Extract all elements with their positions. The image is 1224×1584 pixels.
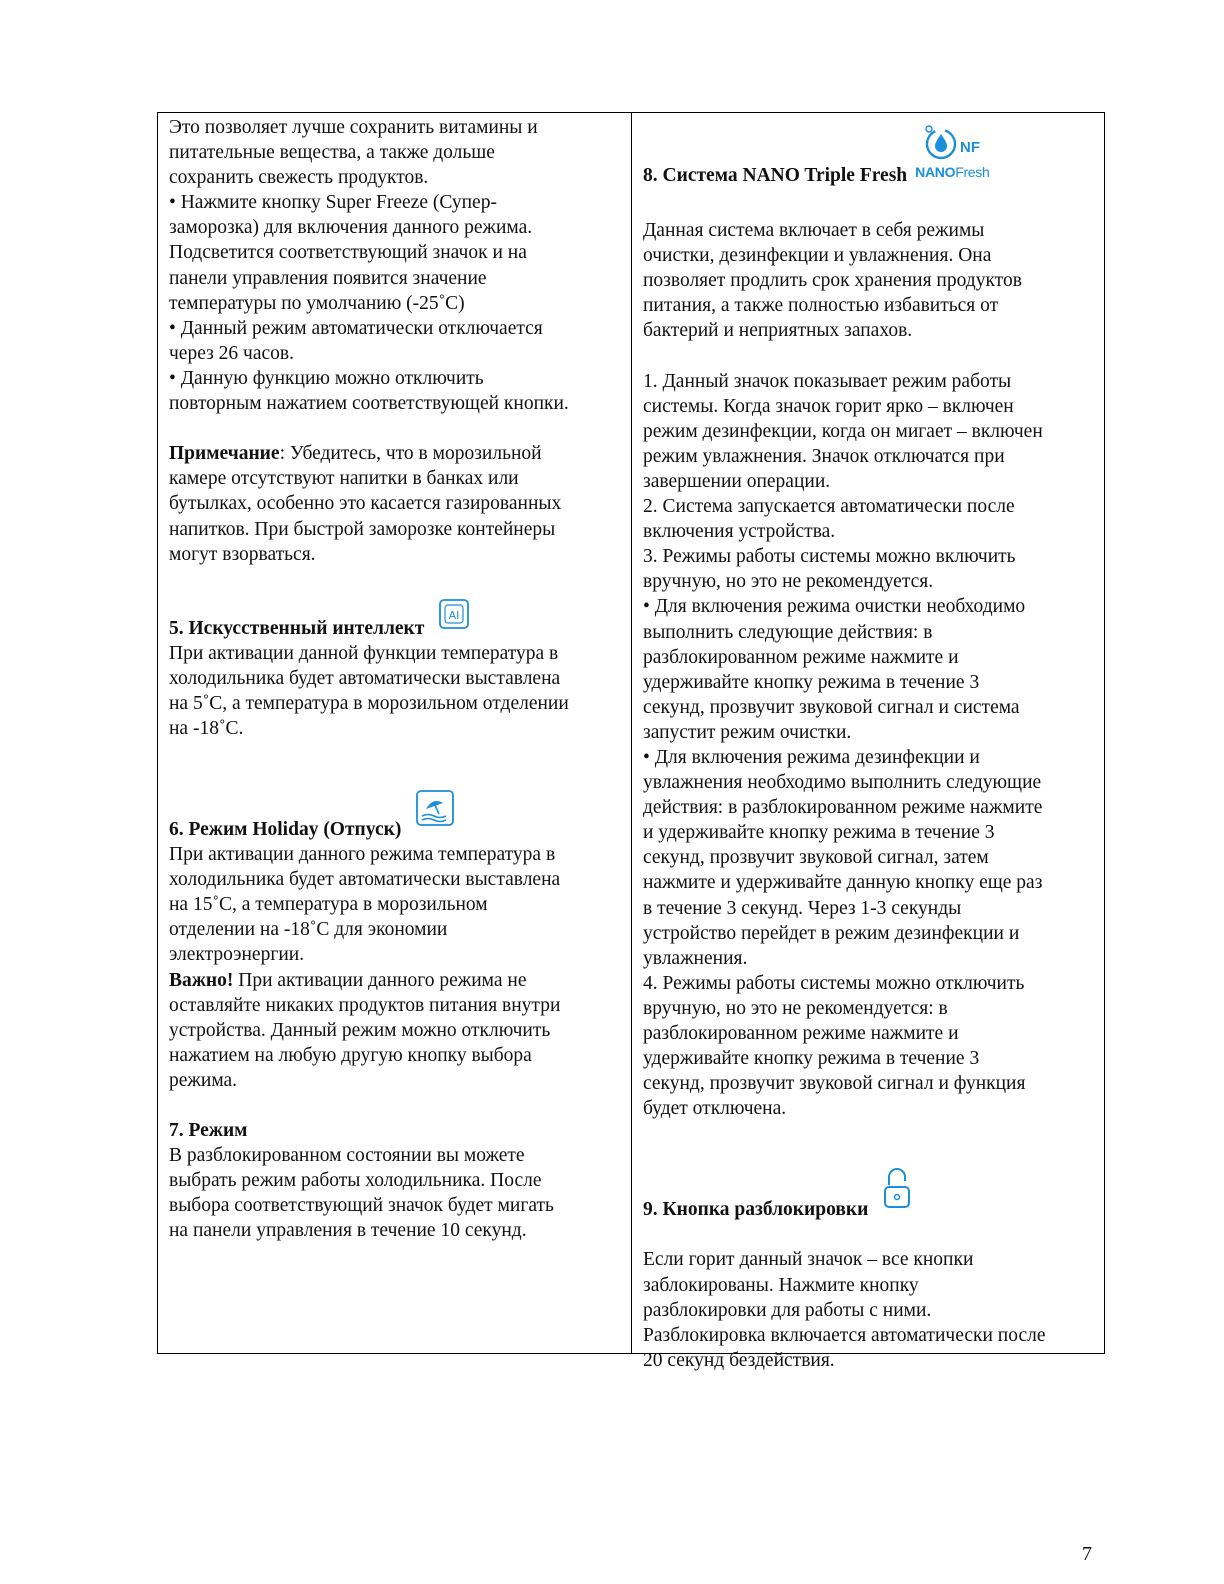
text-line: Подсветится соответствующий значок и на: [169, 242, 527, 264]
section-title: 6. Режим Holiday (Отпуск): [169, 818, 402, 840]
text-line: выбрать режим работы холодильника. После: [169, 1170, 542, 1192]
text-line: на 15˚C, а температура в морозильном: [169, 894, 488, 916]
logo-fresh: Fresh: [955, 164, 990, 180]
section-title: 5. Искусственный интеллект: [169, 617, 425, 639]
nano-instructions: [643, 369, 1096, 1122]
text-line: бактерий и неприятных запахов.: [643, 320, 913, 342]
text-line: • Для включения режима дезинфекции и: [643, 746, 980, 768]
text-line: • Данную функцию можно отключить: [169, 367, 484, 389]
text-line: заблокированы. Нажмите кнопку: [643, 1274, 919, 1296]
page-number: 7: [1082, 1543, 1092, 1565]
text-line: сохранить свежесть продуктов.: [169, 167, 429, 189]
text-line: устройство перейдет в режим дезинфекции и: [643, 922, 1020, 944]
nano-fresh-logo: [915, 122, 989, 180]
bullet-item: [169, 316, 623, 366]
text-line: холодильника будет автоматически выставлена: [169, 667, 561, 689]
text-line: [169, 968, 623, 993]
text-line: могут взорваться.: [169, 543, 316, 565]
text-line: будет отключена.: [643, 1098, 787, 1120]
content-table: [157, 112, 1105, 1371]
text-line: увлажнения необходимо выполнить следующие: [643, 772, 1042, 794]
text-line: действия: в разблокированном режиме нажмите: [643, 797, 1043, 819]
text-line: бутылках, особенно это касается газированных: [169, 493, 562, 515]
text-line: разблокировки для работы с ними.: [643, 1299, 932, 1321]
text-line: увлажнения.: [643, 947, 748, 969]
text-line: включения устройства.: [643, 521, 836, 543]
nano-heading: [643, 113, 1096, 190]
text-line: В разблокированном состоянии вы можете: [169, 1145, 525, 1167]
text-line: секунд, прозвучит звуковой сигнал, затем: [643, 847, 989, 869]
text-line: секунд, прозвучит звуковой сигнал и функция: [643, 1073, 1026, 1095]
text-line: нажмите и удерживайте данную кнопку еще раз: [643, 872, 1043, 894]
text-line: режим дезинфекции, когда он мигает – включен: [643, 420, 1043, 442]
text-line: и удерживайте кнопку режима в течение 3: [643, 822, 995, 844]
important-label: Важно!: [169, 969, 234, 991]
text-line: в течение 3 секунд. Через 1-3 секунды: [643, 897, 962, 919]
section-title: 8. Система NANO Triple Fresh: [643, 164, 908, 186]
text-line: 2. Система запускается автоматически после: [643, 496, 1015, 518]
text-line: на панели управления в течение 10 секунд.: [169, 1220, 527, 1242]
text-line: запустит режим очистки.: [643, 721, 852, 743]
text-line: 4. Режимы работы системы можно отключить: [643, 972, 1025, 994]
text-line: питания, а также полностью избавиться от: [643, 295, 999, 317]
text-line: позволяет продлить срок хранения продуктов: [643, 270, 1022, 292]
nano-triple-fresh-icon: [917, 122, 987, 164]
text-line: завершении операции.: [643, 470, 831, 492]
text-line: оставляйте никаких продуктов питания внутри: [169, 994, 561, 1016]
text-line: 3. Режимы работы системы можно включить: [643, 546, 1016, 568]
note-text: : Убедитесь, что в морозильной: [279, 443, 542, 465]
text-line: удерживайте кнопку режима в течение 3: [643, 1048, 980, 1070]
bullet-item: [169, 190, 623, 315]
text-line: Это позволяет лучше сохранить витамины и: [169, 117, 538, 138]
text-line: устройства. Данный режим можно отключить: [169, 1019, 551, 1041]
ai-mode-icon: [438, 598, 470, 635]
text-line: • Нажмите кнопку Super Freeze (Супер-: [169, 192, 497, 214]
text-line: режима.: [169, 1069, 238, 1091]
unlock-heading: [643, 1171, 1096, 1222]
text-line: При активации данного режима температура в: [169, 844, 556, 866]
logo-nano: NANO: [915, 164, 956, 180]
text-line: [169, 441, 623, 466]
intro-block: [169, 115, 623, 190]
text-line: разблокированном режиме нажмите и: [643, 1023, 959, 1044]
text-line: отделении на -18˚C для экономии: [169, 919, 448, 941]
text-line: системы. Когда значок горит ярко – включен: [643, 395, 1014, 417]
text-line: режим увлажнения. Значок отключатся при: [643, 445, 1005, 467]
text-line: температуры по умолчанию (-25˚C): [169, 292, 465, 314]
text-line: камере отсутствуют напитки в банках или: [169, 468, 519, 490]
bullet-item: [169, 366, 623, 416]
text-line: холодильника будет автоматически выставлена: [169, 869, 561, 891]
text-line: вручную, но это не рекомендуется: в: [643, 997, 948, 1019]
text-line: напитков. При быстрой заморозке контейнеры: [169, 518, 556, 540]
text-line: на -18˚C.: [169, 717, 244, 739]
logo-wordmark: [915, 164, 989, 180]
text-line: При активации данной функции температура в: [169, 642, 559, 664]
text-line: электроэнергии.: [169, 944, 305, 966]
text-line: заморозка) для включения данного режима.: [169, 217, 533, 239]
right-column: [632, 113, 1104, 1371]
text-line: повторным нажатием соответствующей кнопки.: [169, 393, 569, 415]
holiday-heading: [169, 799, 623, 842]
text-line: Если горит данный значок – все кнопки: [643, 1249, 974, 1271]
text-line: на 5˚C, а температура в морозильном отделении: [169, 692, 569, 714]
text-line: выбора соответствующий значок будет мигать: [169, 1195, 554, 1217]
section-title: 7. Режим: [169, 1120, 248, 1142]
text-line: • Данный режим автоматически отключается: [169, 317, 543, 339]
unlock-icon: [882, 1165, 912, 1216]
text-line: удерживайте кнопку режима в течение 3: [643, 671, 980, 693]
text-line: Разблокировка включается автоматически после: [643, 1324, 1046, 1346]
text-line: Данная система включает в себя режимы: [643, 220, 985, 241]
important-text: При активации данного режима не: [233, 969, 527, 991]
text-line: • Для включения режима очистки необходимо: [643, 596, 1026, 618]
text-line: питательные вещества, а также дольше: [169, 142, 495, 164]
text-line: через 26 часов.: [169, 342, 295, 364]
holiday-mode-icon: [415, 789, 455, 832]
ai-heading: [169, 604, 623, 641]
nf-logo-text: NF: [960, 139, 981, 156]
text-line: 20 секунд бездействия.: [643, 1349, 835, 1371]
text-line: 1. Данный значок показывает режим работы: [643, 370, 1012, 392]
ai-icon-label: AI: [448, 608, 460, 622]
text-line: секунд, прозвучит звуковой сигнал и система: [643, 696, 1020, 718]
note-label: Примечание: [169, 443, 280, 465]
text-line: панели управления появится значение: [169, 267, 487, 289]
section-title: 9. Кнопка разблокировки: [643, 1199, 869, 1221]
text-line: нажатием на любую другую кнопку выбора: [169, 1044, 532, 1066]
text-line: разблокированном режиме нажмите и: [643, 646, 959, 668]
left-column: [158, 113, 632, 1353]
note-block: [169, 441, 623, 566]
text-line: очистки, дезинфекции и увлажнения. Она: [643, 245, 992, 267]
text-line: вручную, но это не рекомендуется.: [643, 571, 934, 593]
text-line: выполнить следующие действия: в: [643, 621, 933, 643]
